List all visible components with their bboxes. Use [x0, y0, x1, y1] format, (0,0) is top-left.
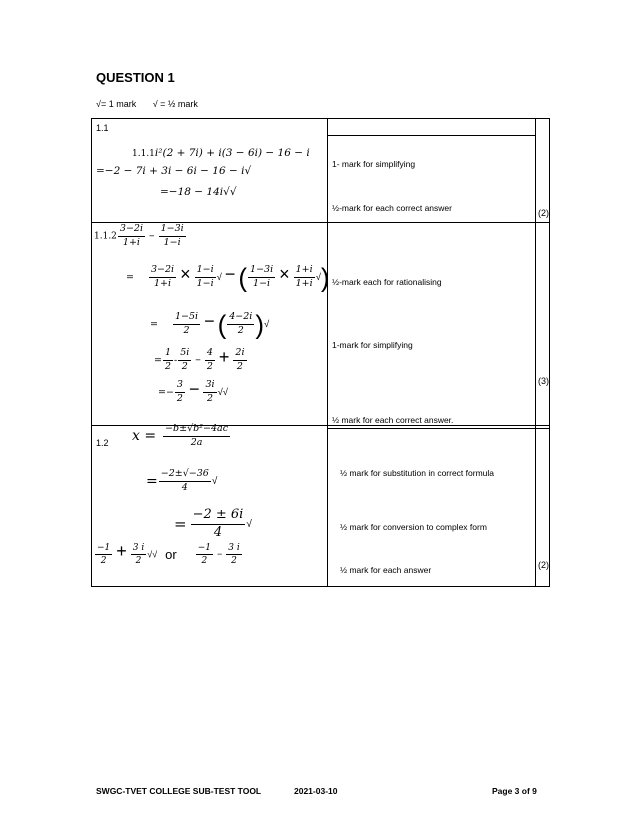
q1-2-formula — [132, 424, 231, 449]
answer-1-real: $\frac{-1}{2}$ — [97, 542, 111, 567]
sub-divider-2 — [327, 428, 535, 429]
times-sign: × — [180, 264, 191, 284]
step1-frac-d: $\frac{1+i}{1+i}$ — [295, 264, 313, 289]
equals-sign: =− — [158, 386, 174, 398]
footer-institution: SWGC-TVET COLLEGE SUB-TEST TOOL — [96, 786, 262, 796]
q1-1-2-fraction-1: $\frac{3-2i}{1+i}$ — [119, 223, 143, 248]
substitution-fraction: $\frac{-2\pm√-36}{4}$ — [160, 468, 209, 493]
q1-1-label: 1.1 — [96, 123, 109, 133]
step3-frac-b: $\frac{5i}{2}$ — [180, 347, 190, 372]
minus-sign: − — [195, 355, 201, 366]
q1-1-2-question — [94, 224, 187, 249]
equals-sign: = — [174, 515, 187, 534]
mark-legend — [96, 99, 212, 109]
q1-2-complex-form — [174, 508, 252, 541]
minus-sign: − — [149, 230, 155, 242]
plus-sign: + — [116, 541, 127, 561]
column-divider-1 — [327, 119, 328, 586]
tick: √ — [246, 518, 252, 530]
q1-1-1-number: 1.1.1 — [132, 149, 155, 159]
q1-1-1-expression: i²(2 + 7i) + i(3 − 6i) − 16 − i — [154, 147, 310, 159]
tick: √ — [315, 272, 321, 283]
quadratic-formula-fraction: $\frac{\text{−b±√b²−4ac}}{2a}$ — [165, 423, 229, 448]
equals-sign: = — [146, 473, 158, 490]
sub-divider-1 — [327, 135, 535, 136]
or-word: or — [165, 547, 177, 563]
q1-2-label: 1.2 — [96, 438, 109, 448]
sub-divider-3 — [535, 428, 550, 429]
q1-1-1-mark: (2) — [538, 208, 549, 218]
answer-1-imag: $\frac{3 i}{2}$ — [132, 542, 145, 567]
full-mark-legend: √= 1 mark — [96, 99, 137, 109]
footer-date: 2021-03-10 — [294, 786, 338, 796]
plus-sign: + — [218, 347, 230, 367]
step3-frac-d: $\frac{2i}{2}$ — [235, 347, 245, 372]
open-paren: ( — [217, 309, 227, 340]
equals-sign: = — [150, 318, 158, 330]
q1-1-2-step1 — [126, 262, 330, 293]
close-paren: ) — [255, 309, 265, 340]
q1-1-1-note-simplify: 1- mark for simplifying — [332, 159, 416, 169]
q1-2-answers — [94, 541, 243, 566]
q1-1-1-note-answer: ½-mark for each correct answer — [332, 203, 452, 213]
q1-1-2-step4 — [158, 379, 228, 405]
q1-1-2-fraction-2: $\frac{1-3i}{1-i}$ — [160, 223, 184, 248]
step2-frac-b: $\frac{4-2i}{2}$ — [229, 311, 253, 336]
q1-1-2-step3 — [154, 347, 248, 373]
step2-frac-a: $\frac{1-5i}{2}$ — [174, 311, 199, 336]
equals-sign: = — [126, 271, 134, 283]
q1-2-note-answer: ½ mark for each answer — [340, 565, 432, 575]
close-paren: ) — [320, 262, 330, 293]
answer-2-imag: $\frac{3 i}{2}$ — [228, 542, 240, 567]
q1-2-note-conversion: ½ mark for conversion to complex form — [340, 522, 487, 532]
tick: √ — [216, 272, 222, 283]
q1-2-mark: (2) — [538, 560, 549, 570]
step4-frac-a: $\frac{3}{2}$ — [176, 379, 183, 404]
question-title: QUESTION 1 — [96, 70, 175, 85]
footer-page-number: Page 3 of 9 — [492, 786, 537, 796]
minus-sign: − — [217, 549, 223, 559]
step3-frac-c: $\frac{4}{2}$ — [206, 347, 213, 372]
minus-sign: − — [224, 264, 236, 284]
minus-sign: − — [204, 311, 215, 331]
step1-frac-b: $\frac{1-i}{1-i}$ — [196, 264, 214, 289]
q1-1-1-line2: =−2 − 7i + 3i − 6i − 16 − i√ — [96, 165, 252, 177]
q1-1-2-number: 1.1.2 — [94, 231, 117, 242]
q1-1-2-note-simplify: 1-mark for simplifying — [332, 340, 413, 350]
column-divider-2 — [535, 119, 536, 586]
ticks: √√ — [147, 549, 158, 560]
q1-2-substitution — [146, 469, 217, 494]
x-equals: x = — [132, 428, 157, 445]
tick: √ — [264, 319, 270, 330]
complex-form-fraction: $\frac{-2 \pm 6i}{4}$ — [192, 507, 244, 540]
tick: √ — [211, 475, 218, 487]
q1-1-2-mark: (3) — [538, 376, 549, 386]
half-mark-legend: √ = ½ mark — [152, 99, 198, 109]
q1-1-1-line3: =−18 − 14i√√ — [160, 186, 237, 198]
step1-frac-a: $\frac{3-2i}{1+i}$ — [150, 264, 175, 289]
times-sign: × — [279, 264, 290, 284]
step3-frac-a: $\frac{1}{2}$ — [164, 347, 172, 372]
q1-1-2-step2 — [150, 309, 270, 340]
q1-1-1-line1 — [132, 143, 310, 161]
q1-1-2-note-rationalise: ½-mark each for rationalising — [332, 277, 442, 287]
q1-1-2-note-answer: ½ mark for each correct answer. — [332, 415, 454, 425]
minus-sign: - — [174, 354, 178, 366]
step1-frac-c: $\frac{1-3i}{1-i}$ — [250, 264, 274, 289]
ticks: √√ — [217, 386, 229, 398]
step4-frac-b: $\frac{3i}{2}$ — [205, 379, 215, 404]
equals-sign: = — [154, 354, 162, 366]
q1-2-note-substitution: ½ mark for substitution in correct formula — [340, 468, 495, 478]
answer-2-real: $\frac{-1}{2}$ — [197, 542, 211, 567]
open-paren: ( — [238, 262, 248, 293]
minus-sign: − — [188, 379, 200, 399]
